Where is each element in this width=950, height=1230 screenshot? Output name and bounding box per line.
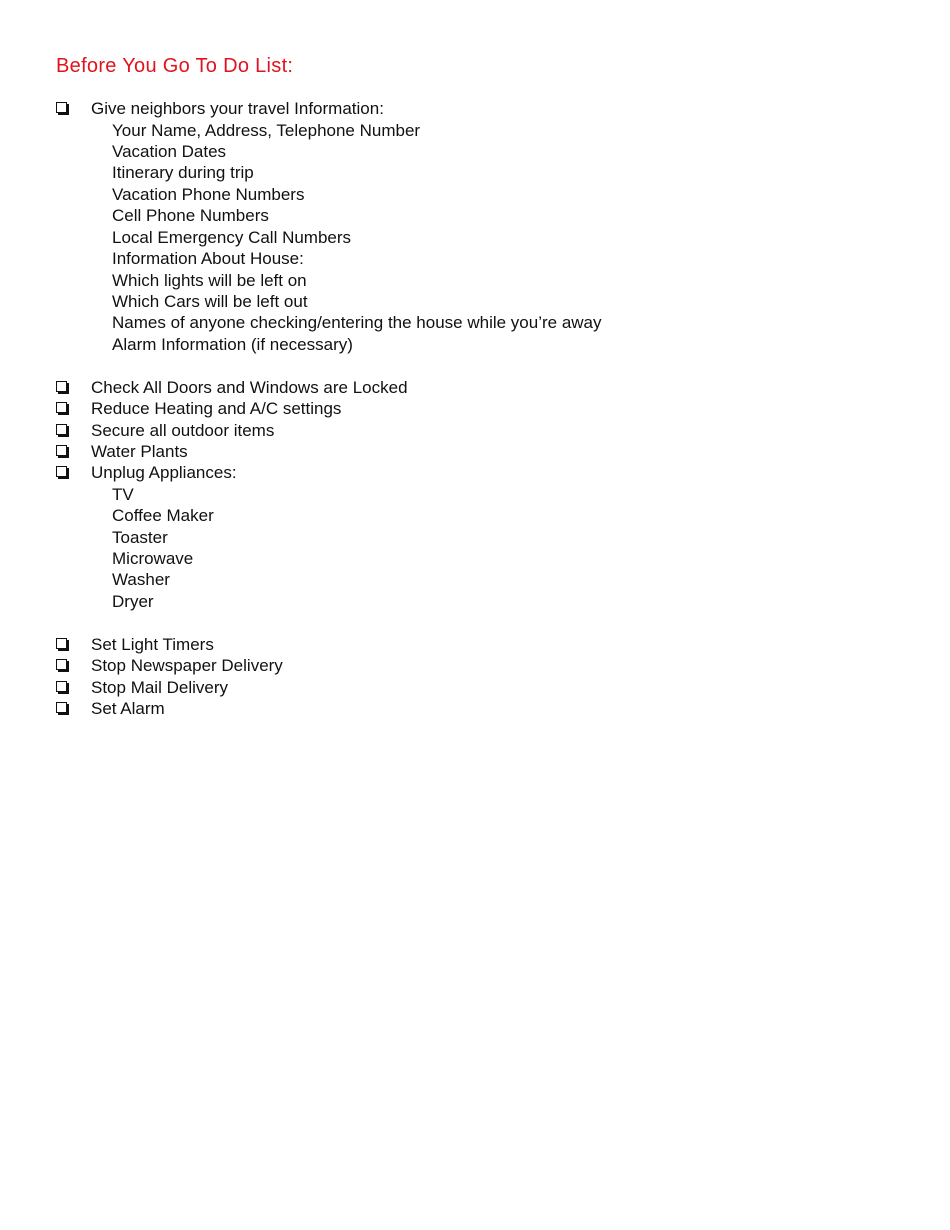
sub-item: Itinerary during trip	[112, 163, 254, 182]
checkbox-icon[interactable]	[56, 681, 67, 692]
sub-item: Toaster	[112, 528, 168, 547]
checkbox-icon[interactable]	[56, 445, 67, 456]
sub-item: Vacation Dates	[112, 142, 227, 161]
task-label: Stop Newspaper Delivery	[91, 656, 283, 675]
checkbox-icon[interactable]	[56, 424, 67, 435]
page-title: Before You Go To Do List:	[56, 55, 294, 77]
checkbox-icon[interactable]	[56, 381, 67, 392]
task-label: Water Plants	[91, 442, 188, 461]
task-label: Secure all outdoor items	[91, 421, 275, 440]
sub-item: Which Cars will be left out	[112, 292, 308, 311]
sub-item: TV	[112, 485, 134, 504]
task-label: Check All Doors and Windows are Locked	[91, 378, 408, 397]
sub-item: Cell Phone Numbers	[112, 206, 269, 225]
task-label: Set Light Timers	[91, 635, 214, 654]
task-label: Set Alarm	[91, 699, 165, 718]
sub-item: Dryer	[112, 592, 154, 611]
checkbox-icon[interactable]	[56, 702, 67, 713]
checkbox-icon[interactable]	[56, 466, 67, 477]
task-label: Unplug Appliances:	[91, 463, 237, 482]
sub-item: Vacation Phone Numbers	[112, 185, 305, 204]
task-label: Reduce Heating and A/C settings	[91, 399, 342, 418]
checkbox-icon[interactable]	[56, 638, 67, 649]
sub-item: Washer	[112, 570, 170, 589]
checkbox-icon[interactable]	[56, 102, 67, 113]
checkbox-icon[interactable]	[56, 659, 67, 670]
checkbox-icon[interactable]	[56, 402, 67, 413]
sub-item: Which lights will be left on	[112, 271, 307, 290]
task-label: Give neighbors your travel Information:	[91, 99, 384, 118]
sub-item: Your Name, Address, Telephone Number	[112, 121, 421, 140]
sub-item: Coffee Maker	[112, 506, 214, 525]
sub-item: Information About House:	[112, 249, 304, 268]
sub-item: Microwave	[112, 549, 194, 568]
sub-item: Alarm Information (if necessary)	[112, 335, 353, 354]
sub-item: Local Emergency Call Numbers	[112, 228, 352, 247]
sub-item: Names of anyone checking/entering the house while you’re away	[112, 313, 602, 332]
task-label: Stop Mail Delivery	[91, 678, 228, 697]
